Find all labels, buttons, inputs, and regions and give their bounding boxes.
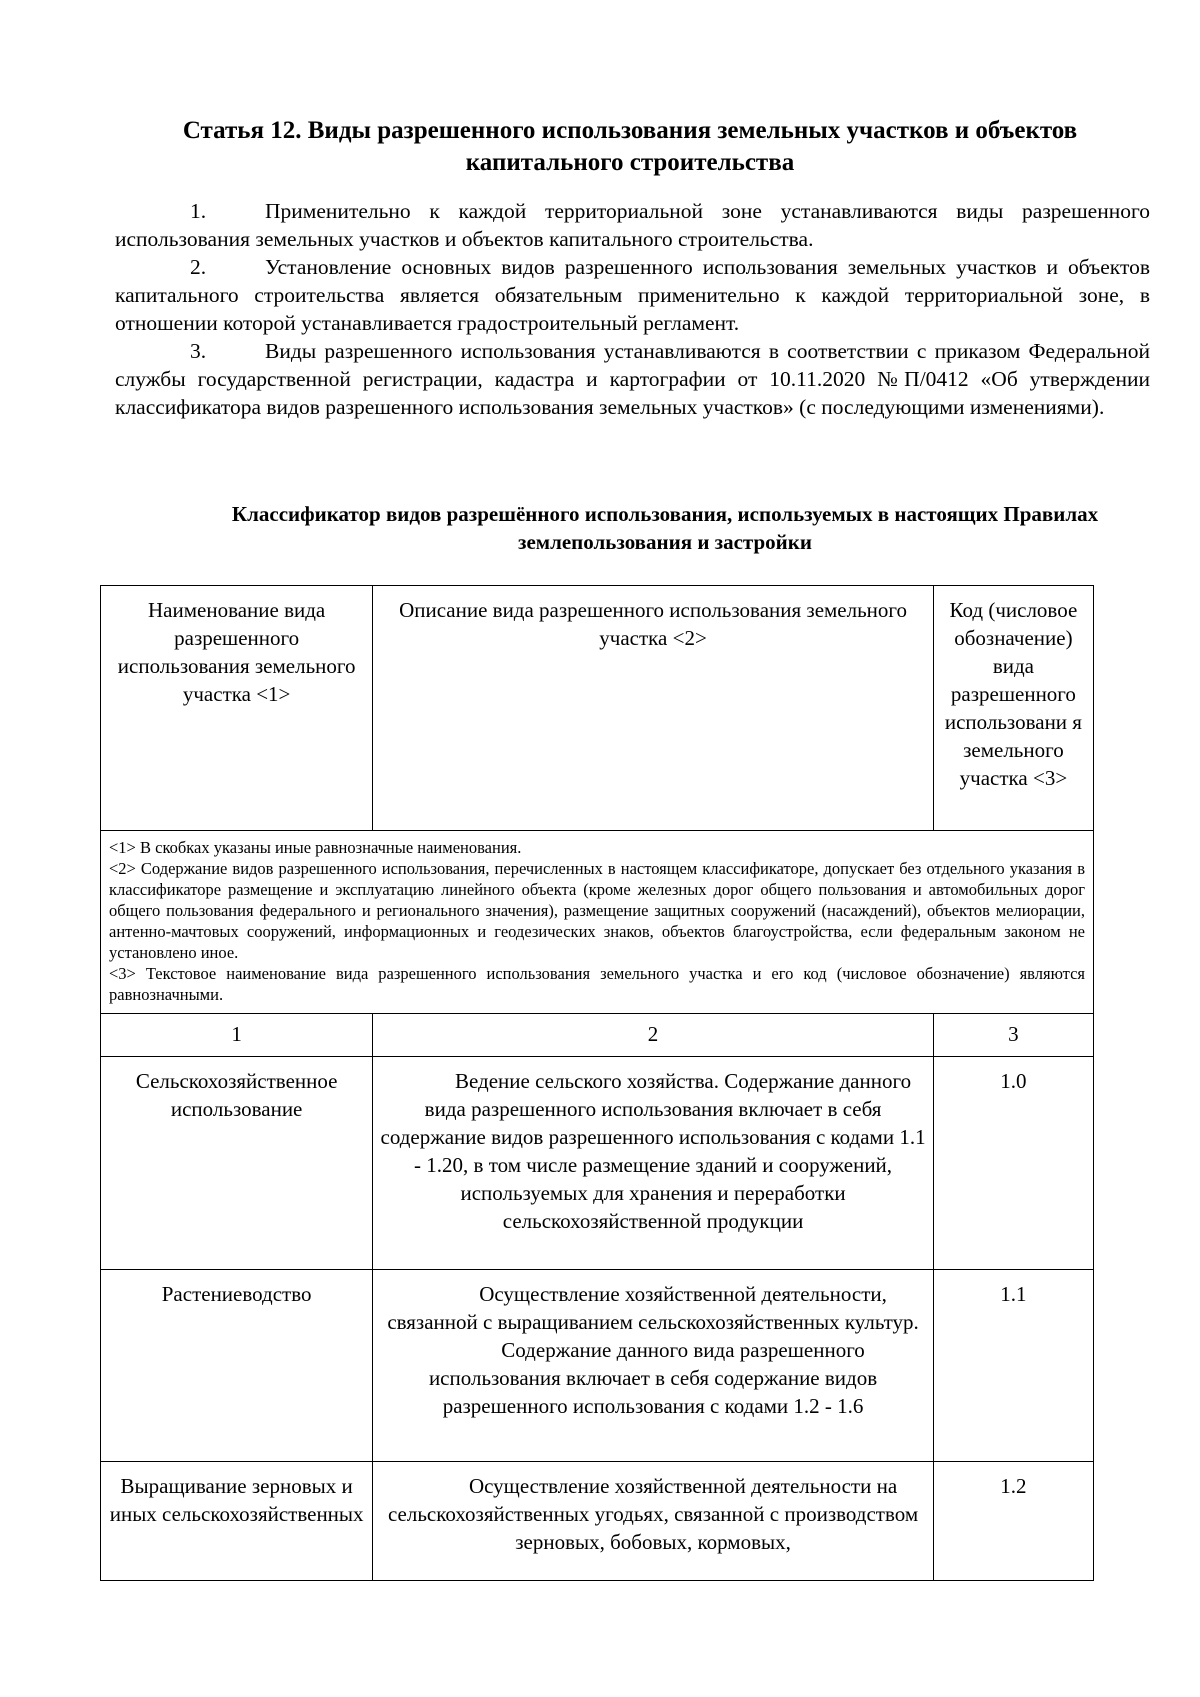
header-name: Наименование вида разрешенного использования земельного участка <1>	[101, 586, 373, 831]
paragraph-number: 3.	[190, 339, 207, 363]
description-paragraph: Осуществление хозяйственной деятельности на сельскохозяйственных угодьях, связанной с производством зерновых, бобовых, кормовых,	[387, 1474, 919, 1554]
paragraph-2	[115, 253, 1150, 337]
paragraph-number: 2.	[190, 255, 207, 279]
row-description	[373, 1462, 934, 1581]
table-row	[101, 1057, 1094, 1270]
classifier-title: Классификатор видов разрешённого использования, используемых в настоящих Правилах землепользования и застройки	[231, 502, 1099, 554]
article-title: Статья 12. Виды разрешенного использования земельных участков и объектов капитального строительства	[182, 117, 1078, 176]
article-paragraphs	[115, 197, 1150, 421]
notes-row	[101, 831, 1094, 1014]
paragraph-number: 1.	[190, 199, 207, 223]
row-code: 1.0	[933, 1057, 1093, 1270]
header-code: Код (числовое обозначение) вида разрешенного использовани я земельного участка <3>	[933, 586, 1093, 831]
notes-cell	[101, 831, 1094, 1014]
paragraph-3	[115, 337, 1150, 421]
row-name: Выращивание зерновых и иных сельскохозяйственных	[101, 1462, 373, 1581]
row-code: 1.1	[933, 1270, 1093, 1462]
row-code: 1.2	[933, 1462, 1093, 1581]
paragraph-text: Виды разрешенного использования устанавливаются в соответствии с приказом Федеральной службы государственной регистрации, кадастра и картографии от 10.11.2020 №П/0412 «Об утверждении классификатора видов разрешенного использования земельных участков» (с последующими изменениями).	[115, 339, 1150, 419]
note-2: <2> Содержание видов разрешенного использования, перечисленных в настоящем классификаторе, допускает без отдельного указания в классификаторе размещение и эксплуатацию линейного объекта (кроме железных дорог общего пользования и автомобильных дорог общего пользования федерального и регионального значения), размещение защитных сооружений (насаждений), объектов мелиорации, антенно-мачтовых сооружений, информационных и геодезических знаков, объектов благоустройства, если федеральным законом не установлено иное.	[109, 859, 1085, 962]
description-paragraph: Содержание данного вида разрешенного использования включает в себя содержание видов разрешенного использования с кодами 1.2 - 1.6	[428, 1338, 878, 1418]
column-number: 2	[373, 1014, 934, 1057]
paragraph-text: Установление основных видов разрешенного использования земельных участков и объектов капитального строительства является обязательным применительно к каждой территориальной зоне, в отношении которой устанавливается градостроительный регламент.	[115, 255, 1150, 335]
row-name: Растениеводство	[101, 1270, 373, 1462]
table-header-row	[101, 586, 1094, 831]
paragraph-1	[115, 197, 1150, 253]
classifier-table	[100, 585, 1094, 1581]
row-description	[373, 1057, 934, 1270]
column-number: 3	[933, 1014, 1093, 1057]
table-row	[101, 1270, 1094, 1462]
paragraph-text: Применительно к каждой территориальной зоне устанавливаются виды разрешенного использования земельных участков и объектов капитального строительства.	[115, 199, 1150, 251]
row-name: Сельскохозяйственное использование	[101, 1057, 373, 1270]
column-number: 1	[101, 1014, 373, 1057]
header-description: Описание вида разрешенного использования земельного участка <2>	[373, 586, 934, 831]
row-description	[373, 1270, 934, 1462]
description-paragraph: Осуществление хозяйственной деятельности, связанной с выращиванием сельскохозяйственных культур.	[387, 1282, 919, 1334]
table-row	[101, 1462, 1094, 1581]
note-3: <3> Текстовое наименование вида разрешенного использования земельного участка и его код (числовое обозначение) являются равнозначными.	[109, 964, 1085, 1004]
column-numbers-row	[101, 1014, 1094, 1057]
note-1: <1> В скобках указаны иные равнозначные наименования.	[109, 838, 522, 857]
description-paragraph: Ведение сельского хозяйства. Содержание данного вида разрешенного использования включает в себя содержание видов разрешенного использования с кодами 1.1 - 1.20, в том числе размещение зданий и сооружений, используемых для хранения и переработки сельскохозяйственной продукции	[380, 1069, 926, 1233]
